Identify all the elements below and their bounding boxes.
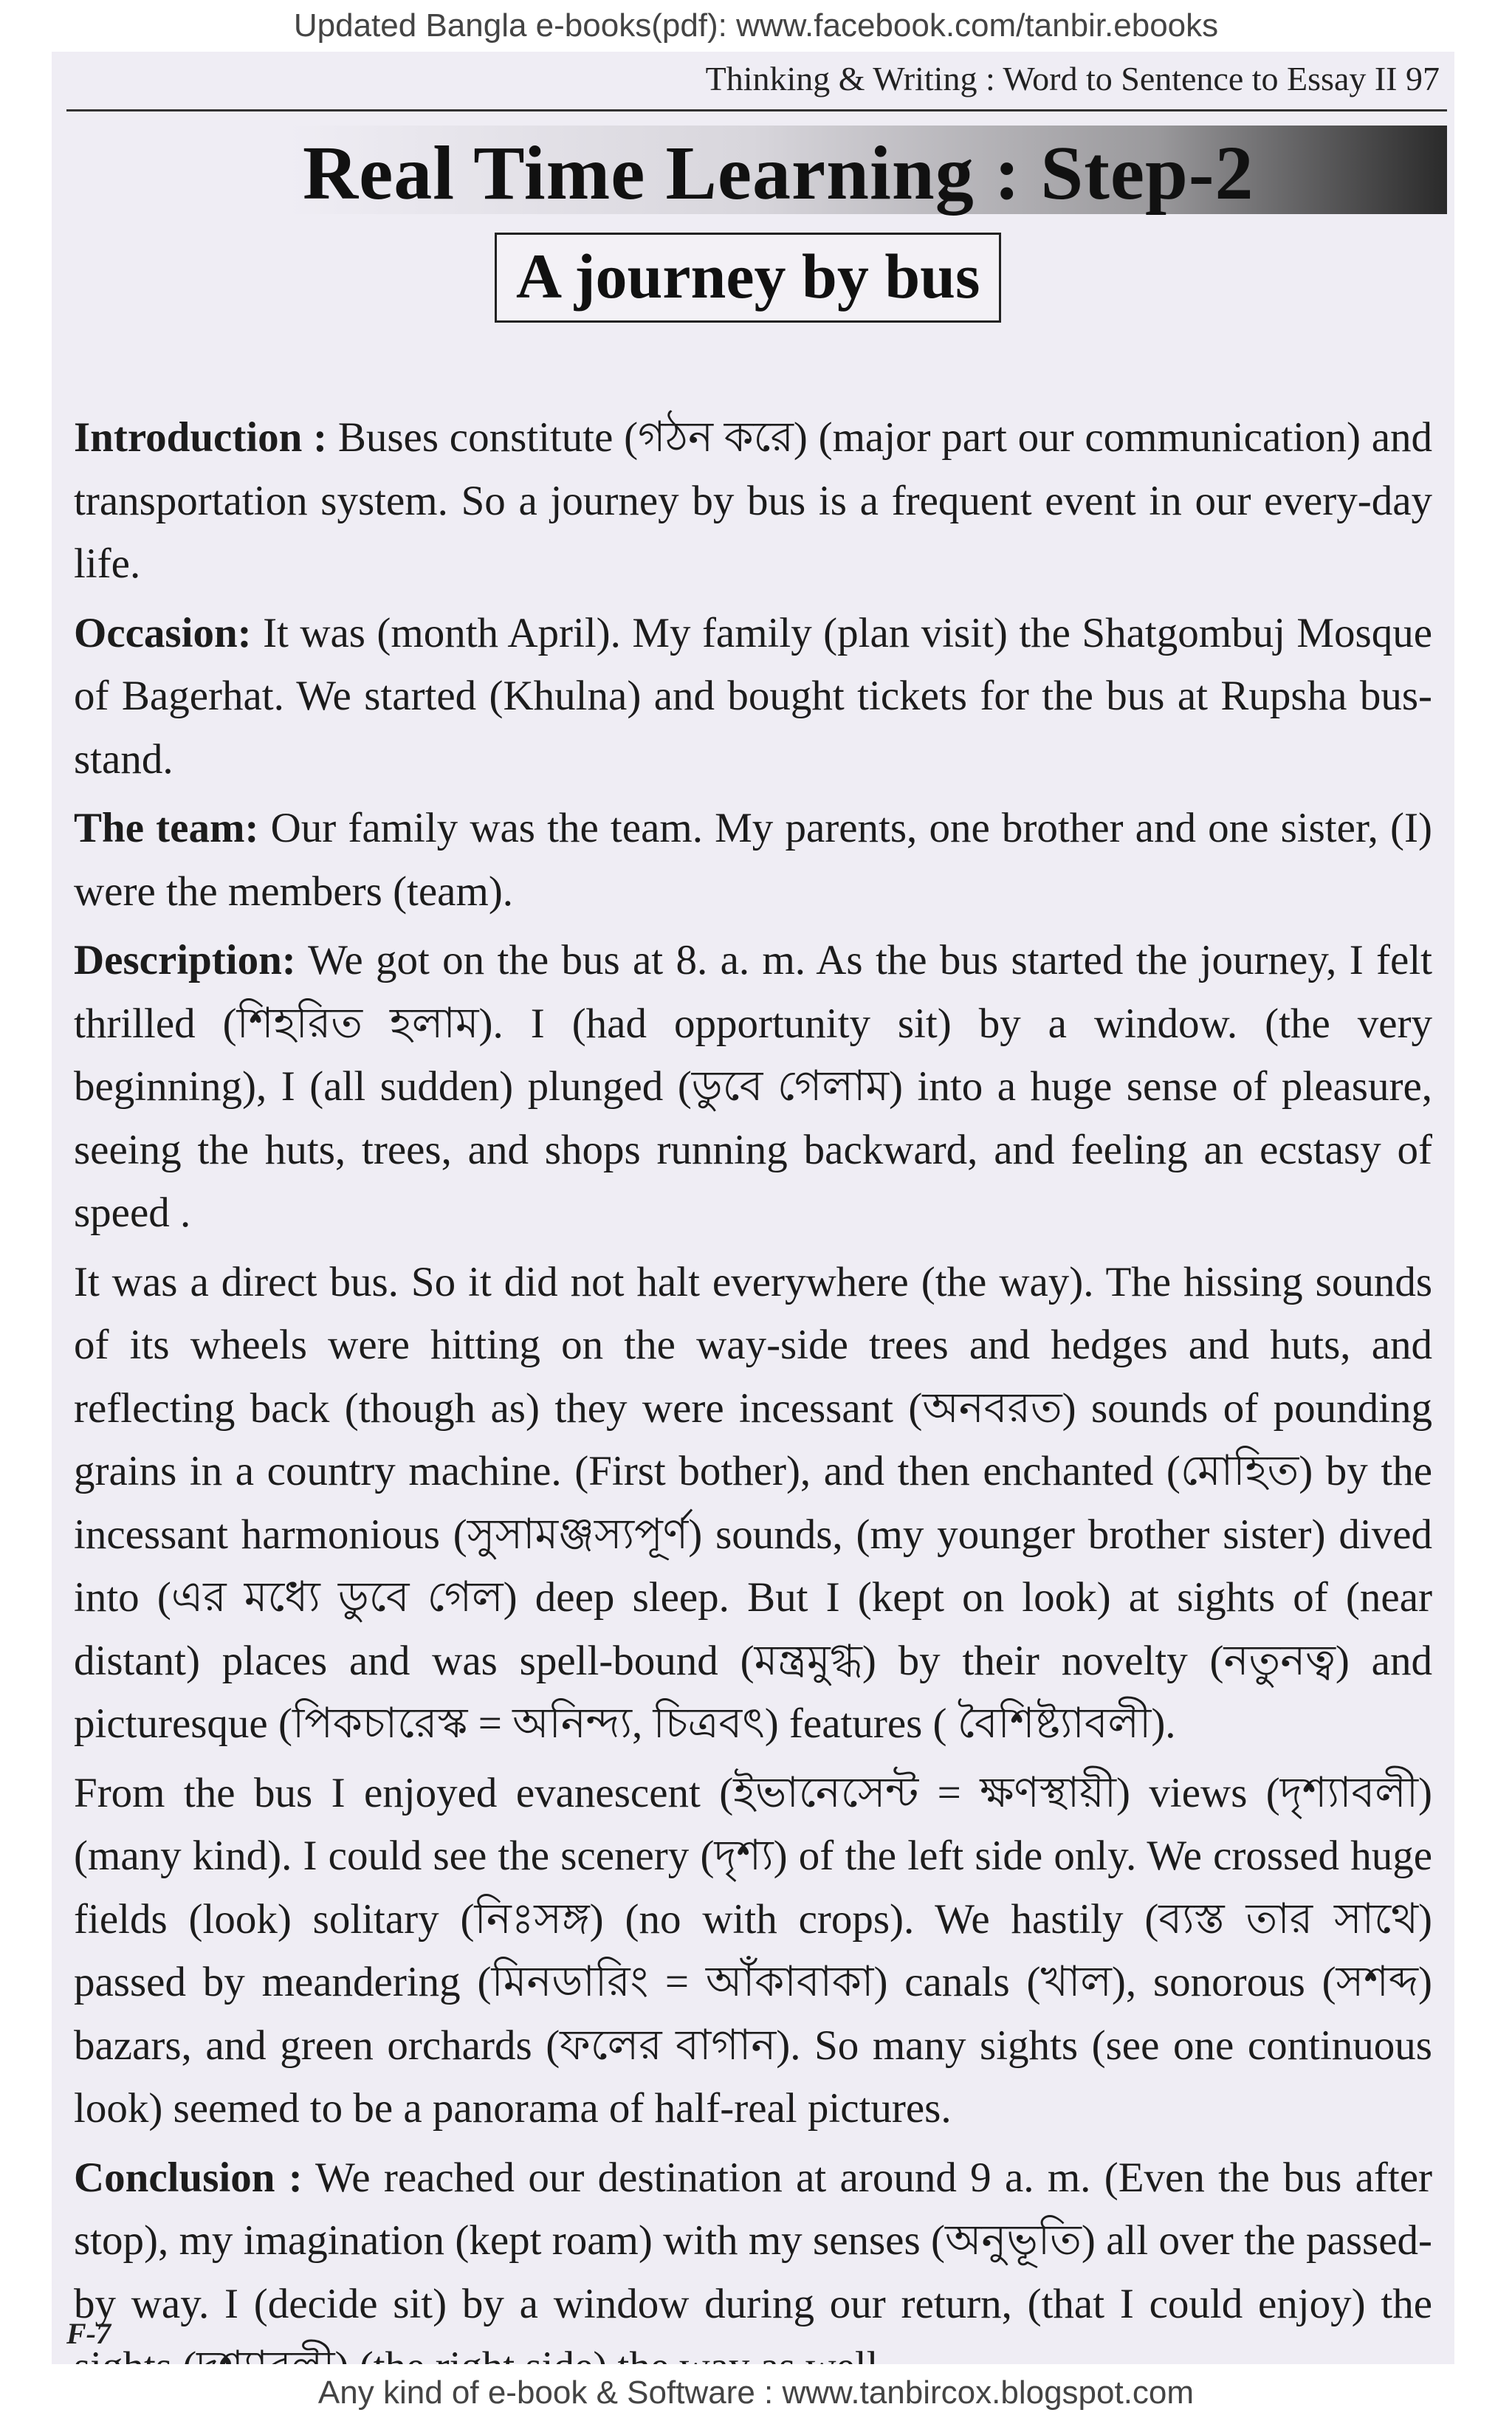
paragraph-label: Occasion: xyxy=(74,609,252,656)
book-page xyxy=(52,52,1454,2364)
paragraph-text: From the bus I enjoyed evanescent (ইভানেসেন্ট = ক্ষণস্থায়ী) views (দৃশ্যাবলী) (many kind). I could see the scenery (দৃশ্য) of the left side only. We crossed huge fields (look) solitary (নিঃসঙ্গ) (no with crops). We hastily (ব্যস্ত তার সাথে) passed by meandering (মিনডারিং = আঁকাবাকা) canals (খাল), sonorous (সশব্দ) bazars, and green orchards (ফলের বাগান). So many sights (see one continuous look) seemed to be a panorama of half-real pictures. xyxy=(74,1769,1432,2132)
paragraph-direct-bus xyxy=(74,1251,1432,1756)
paragraph-description xyxy=(74,929,1432,1245)
header-rule xyxy=(66,109,1447,111)
page-footer-mark: F-7 xyxy=(66,2317,111,2350)
step-title: Real Time Learning : Step-2 xyxy=(303,131,1254,216)
paragraph-text: We got on the bus at 8. a. m. As the bus started the journey, I felt thrilled (শিহরিত হলাম). I (had opportunity sit) by a window. (the very beginning), I (all sudden) plunged (ডুবে গেলাম) into a huge sense of pleasure, seeing the huts, trees, and shops running backward, and feeling an ecstasy of speed . xyxy=(74,937,1432,1236)
paragraph-label: Description: xyxy=(74,937,296,983)
paragraph-text: Our family was the team. My parents, one brother and one sister, (I) were the members (team). xyxy=(74,805,1432,915)
paragraph-views xyxy=(74,1762,1432,2140)
paragraph-team xyxy=(74,797,1432,923)
paragraph-label: Conclusion : xyxy=(74,2154,303,2201)
paragraph-text: It was a direct bus. So it did not halt everywhere (the way). The hissing sounds of its wheels were hitting on the way-side trees and hedges and huts, and reflecting back (though as) they were incessant (অনবরত) sounds of pounding grains in a country machine. (First bother), and then enchanted (মোহিত) by the incessant harmonious (সুসামঞ্জস্যপূর্ণ) sounds, (my younger brother sister) dived into (এর মধ্যে ডুবে গেল) deep sleep. But I (kept on look) at sights of (near distant) places and was spell-bound (মন্ত্রমুগ্ধ) by their novelty (নতুনত্ব) and picturesque (পিকচারেস্ক = অনিন্দ্য, চিত্রবৎ) features ( বৈশিষ্ট্যাবলী). xyxy=(74,1258,1432,1747)
paragraph-text: Buses constitute (গঠন করে) (major part our communication) and transportation system. So a journey by bus is a frequent event in our every-day life. xyxy=(74,414,1432,587)
paragraph-label: The team: xyxy=(74,805,259,851)
paragraph-conclusion xyxy=(74,2146,1432,2399)
paragraph-text: It was (month April). My family (plan visit) the Shatgombuj Mosque of Bagerhat. We started (Khulna) and bought tickets for the bus at Rupsha bus-stand. xyxy=(74,609,1432,783)
top-watermark-banner: Updated Bangla e-books(pdf): www.facebook.com/tanbir.ebooks xyxy=(0,0,1512,52)
paragraph-introduction xyxy=(74,406,1432,596)
essay-body xyxy=(74,406,1432,2405)
paragraph-occasion xyxy=(74,602,1432,791)
paragraph-text: We reached our destination at around 9 a. m. (Even the bus after stop), my imagination (kept roam) with my senses (অনুভূতি) all over the passed-by way. I (decide sit) by a window during our return, (that I could enjoy) the xyxy=(74,2154,1432,2327)
paragraph-label: Introduction : xyxy=(74,414,328,461)
essay-title: A journey by bus xyxy=(495,233,1001,323)
bottom-watermark-banner: Any kind of e-book & Software : www.tanbircox.blogspot.com xyxy=(0,2364,1512,2421)
running-header: Thinking & Writing : Word to Sentence to Essay II 97 xyxy=(705,60,1440,97)
